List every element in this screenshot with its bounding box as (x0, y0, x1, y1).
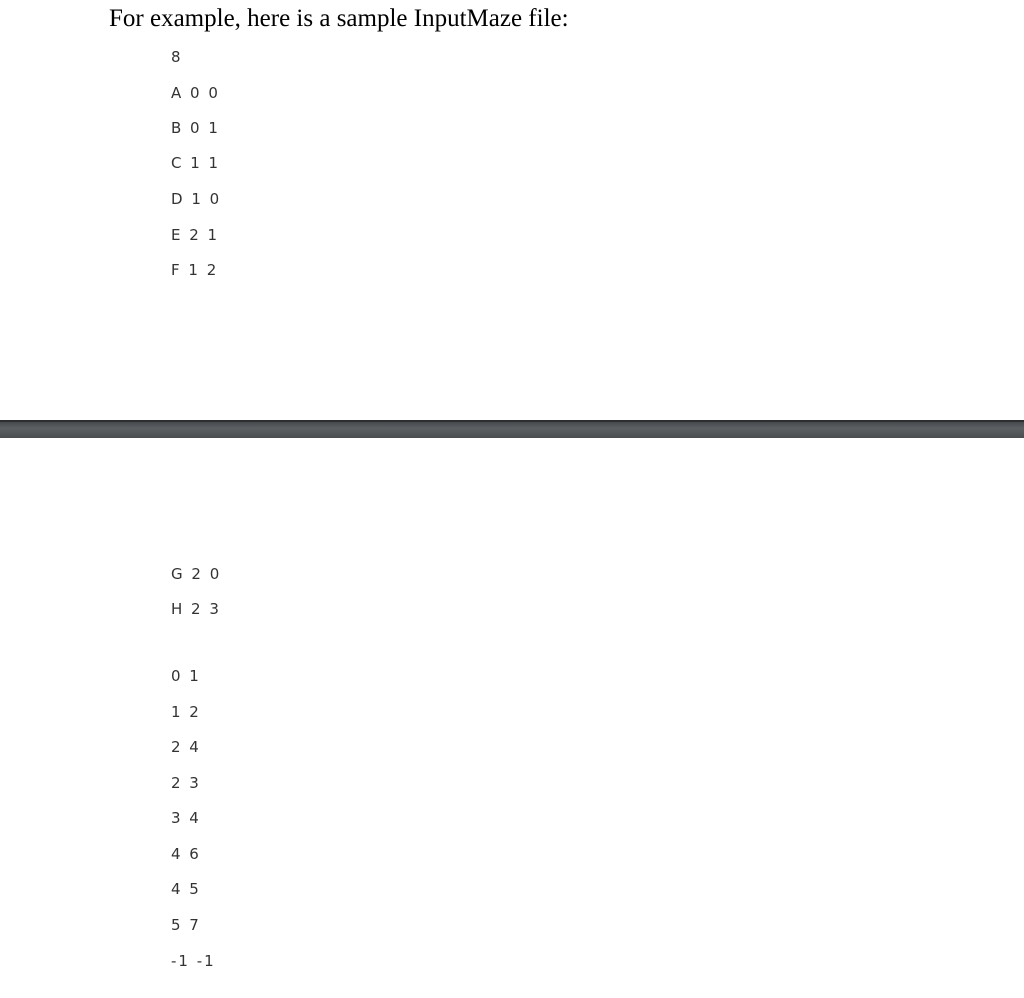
intro-paragraph: For example, here is a sample InputMaze file: (109, 5, 569, 32)
page-break-separator (0, 420, 1024, 438)
document-page-bottom (0, 438, 1024, 998)
edge-line: 5 7 (171, 916, 201, 934)
edge-line: 4 5 (171, 880, 201, 898)
terminator-line: -1 -1 (171, 952, 216, 970)
room-line: A 0 0 (171, 84, 220, 102)
edge-line: 2 4 (171, 738, 201, 756)
room-line: B 0 1 (171, 119, 220, 137)
room-line: G 2 0 (171, 565, 222, 583)
document-page-top (0, 0, 1024, 420)
room-count-line: 8 (171, 48, 183, 66)
edge-line: 1 2 (171, 703, 201, 721)
edge-line: 4 6 (171, 845, 201, 863)
room-line: H 2 3 (171, 600, 221, 618)
room-line: F 1 2 (171, 261, 219, 279)
edge-line: 3 4 (171, 809, 201, 827)
room-line: E 2 1 (171, 226, 220, 244)
room-line: C 1 1 (171, 154, 221, 172)
room-line: D 1 0 (171, 190, 222, 208)
edge-line: 0 1 (171, 667, 201, 685)
edge-line: 2 3 (171, 774, 201, 792)
